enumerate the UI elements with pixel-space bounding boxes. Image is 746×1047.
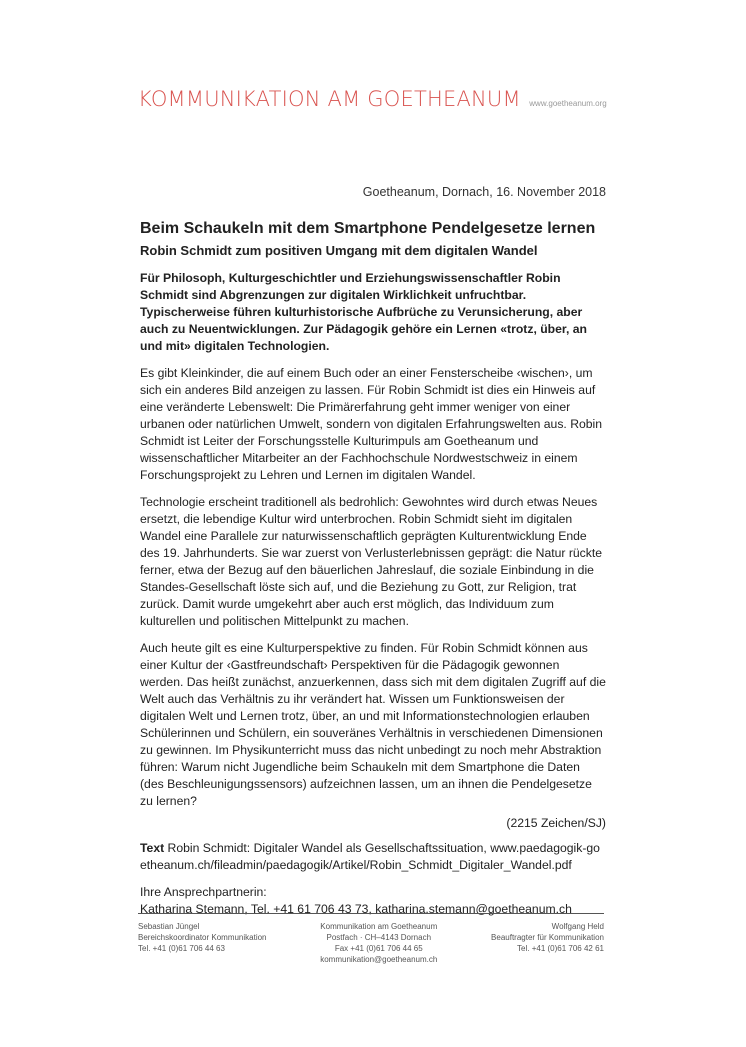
contact-label: Ihre Ansprechpartnerin: [140, 885, 267, 899]
article-paragraph: Technologie erscheint traditionell als bedrohlich: Gewohntes wird durch etwas Neues ersetzt, die lebendige Kultur wird unterbrochen. Robin Schmidt sieht im digitalen Wandel eine Parallele zur naturwissenschaftlich geprägten Kulturentwicklung Ende des 19. Jahrhunderts. Sie war zuerst von Verlusterlebnissen geprägt: die Natur rückte ferner, etwa der Bezug auf den bäuerlichen Jahreslauf, die soziale Einbindung in die Standes-Gesellschaft löste sich auf, und die Beziehung zu Gott, zur Religion, trat zurück. Damit wurde umgekehrt aber auch erst möglich, das Individuum zum kulturellen und politischen Mittelpunkt zu machen. [140, 495, 603, 628]
contact-details: Katharina Stemann, Tel. +41 61 706 43 73, katharina.stemann@goetheanum.ch [140, 902, 572, 916]
article-title: Beim Schaukeln mit dem Smartphone Pendelgesetze lernen [140, 220, 596, 237]
source-reference [140, 840, 606, 874]
footer-line: Fax +41 (0)61 706 44 65 [334, 944, 423, 953]
brand-title: KOMMUNIKATION AM GOETHEANUM [138, 87, 521, 111]
footer-line: Postfach · CH–4143 Dornach [326, 933, 432, 942]
dateline: Goetheanum, Dornach, 16. November 2018 [362, 185, 606, 199]
footer-line: Tel. +41 (0)61 706 42 61 [517, 944, 604, 953]
footer-divider [138, 913, 604, 914]
article-paragraph: Es gibt Kleinkinder, die auf einem Buch oder an einer Fensterscheibe ‹wischen›, um sich ein anderes Bild anzeigen zu lassen. Für Robin Schmidt ist dies ein Hinweis auf eine veränderte Lebenswelt: Die Primärerfahrung geht immer weniger von einer urbanen oder natürlichen Umwelt, sondern von digitalen Erfahrungswelten aus. Robin Schmidt ist Leiter der Forschungsstelle Kulturimpuls am Goetheanum und wissenschaftlicher Mitarbeiter an der Fachhochschule Nordwestschweiz in einem Forschungsprojekt zu Lehren und Lernen im digitalen Wandel. [140, 366, 603, 482]
footer-line: Beauftragter für Kommunikation [491, 933, 604, 942]
source-text[interactable]: Robin Schmidt: Digitaler Wandel als Gesellschaftssituation, www.paedagogik-goetheanum.ch/fileadmin/paedagogik/Artikel/Robin_Schmidt_Digitaler_Wandel.pdf [140, 841, 600, 872]
article [140, 220, 606, 918]
footer-contact-right [491, 921, 604, 965]
character-count: (2215 Zeichen/SJ) [506, 816, 606, 830]
article-lead: Für Philosoph, Kulturgeschichtler und Erziehungswissenschaftler Robin Schmidt sind Abgrenzungen zur digitalen Wirklichkeit unfruchtbar. Typischerweise führen kulturhistorische Aufbrüche zu Verunsicherung, aber auch zu Neuentwicklungen. Zur Pädagogik gehöre ein Lernen «trotz, über, an und mit» digitalen Technologien. [140, 271, 587, 353]
footer-line: Kommunikation am Goetheanum [320, 922, 438, 931]
footer [138, 921, 604, 965]
article-subtitle: Robin Schmidt zum positiven Umgang mit dem digitalen Wandel [140, 243, 538, 258]
footer-line: Sebastian Jüngel [138, 922, 200, 931]
footer-line: Wolfgang Held [551, 922, 604, 931]
footer-line: Bereichskoordinator Kommunikation [138, 933, 267, 942]
footer-contact-left [138, 921, 267, 965]
footer-contact-center [320, 921, 437, 965]
source-label: Text [140, 841, 165, 855]
letterhead [138, 87, 607, 111]
article-paragraph: Auch heute gilt es eine Kulturperspektive zu finden. Für Robin Schmidt können aus einer Kultur der ‹Gastfreundschaft› Perspektiven für die Pädagogik gewonnen werden. Das heißt zunächst, anzuerkennen, dass sich mit dem digitalen Zugriff auf die Welt auch das Verhältnis zu ihr verändert hat. Wissen um Funktionsweisen der digitalen Welt und Lernen trotz, über, an und mit Informationstechnologien erlauben Schülerinnen und Schülern, ein souveränes Verhältnis in verschiedenen Dimensionen zu gewinnen. Im Physikunterricht muss das nicht unbedingt zu noch mehr Abstraktion führen: Warum nicht Jugendliche beim Schaukeln mit dem Smartphone die Daten (des Beschleunigungssensors) aufzeichnen lassen, um an ihnen die Pendelgesetze zu lernen? [140, 641, 606, 808]
footer-line: Tel. +41 (0)61 706 44 63 [138, 944, 225, 953]
footer-email[interactable]: kommunikation@goetheanum.ch [320, 955, 438, 964]
brand-url[interactable]: www.goetheanum.org [529, 99, 607, 108]
